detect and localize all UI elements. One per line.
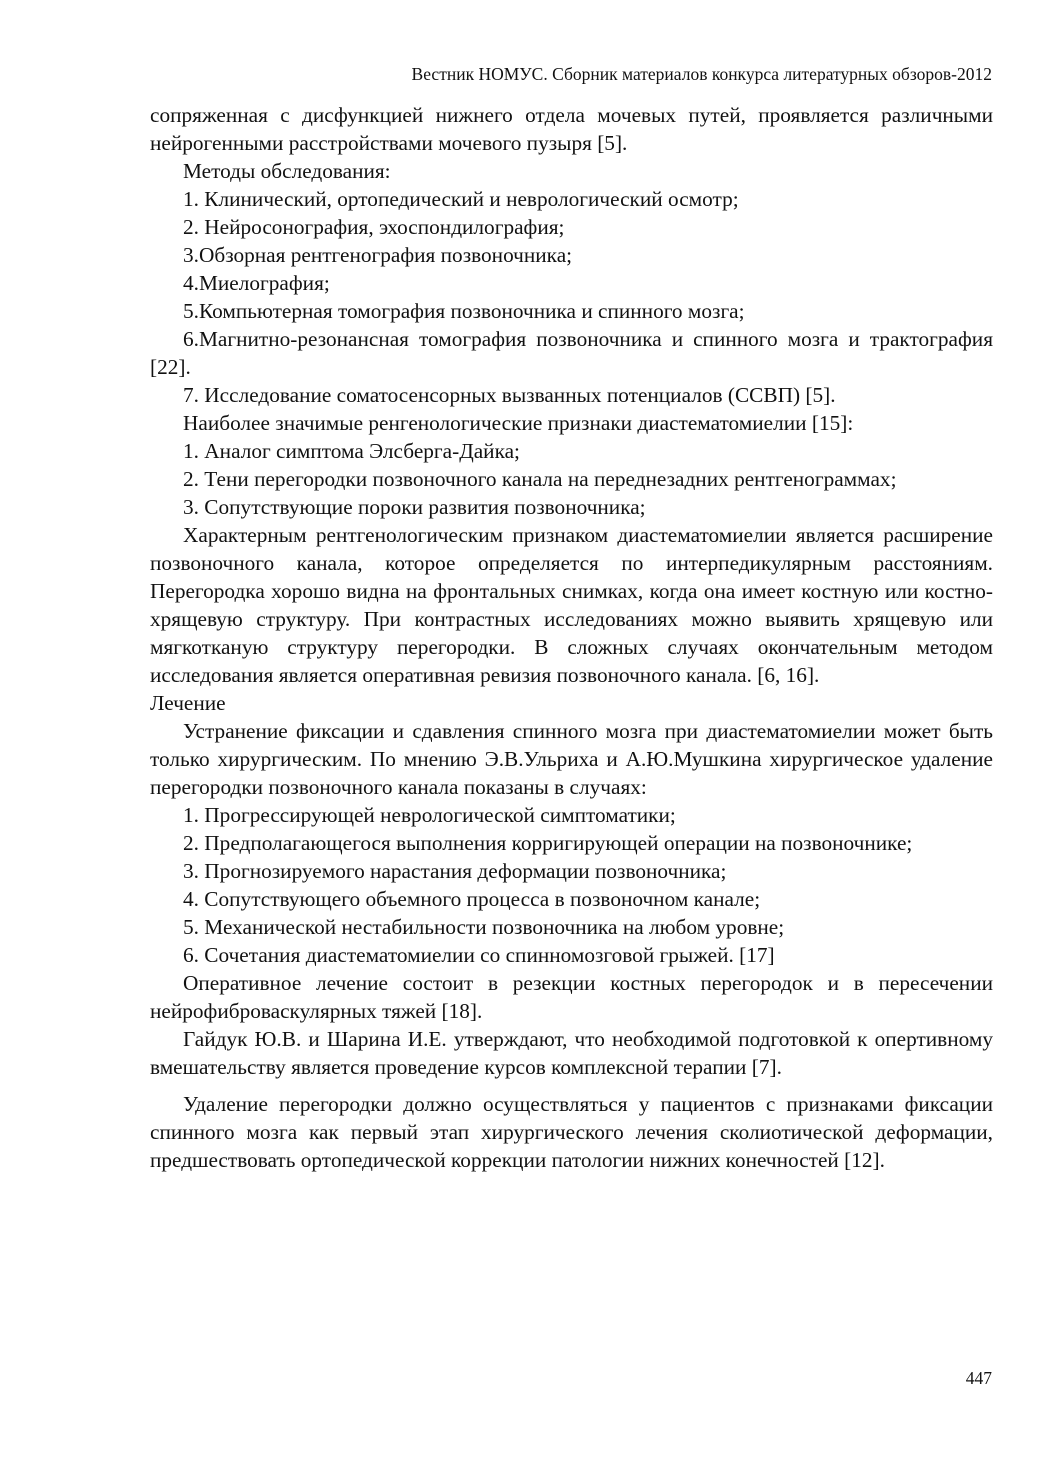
indications-list-item: 2. Предполагающегося выполнения корригирующей операции на позвоночнике; [183,831,913,855]
methods-heading: Методы обследования: [183,159,391,183]
signs-heading: Наиболее значимые ренгенологические признаки диастематомиелии [15]: [183,411,854,435]
methods-list-item: 3.Обзорная рентгенография позвоночника; [183,243,573,267]
methods-list-item: 7. Исследование соматосенсорных вызванных потенциалов (ССВП) [5]. [183,383,836,407]
page-number: 447 [965,1368,992,1388]
indications-list-item: 3. Прогнозируемого нарастания деформации позвоночника; [183,859,727,883]
paragraph-continuation: сопряженная с дисфункцией нижнего отдела мочевых путей, проявляется различными нейрогенными расстройствами мочевого пузыря [5]. [150,103,993,155]
signs-list-item: 2. Тени перегородки позвоночного канала на переднезадних рентгенограммах; [183,467,897,491]
indications-list-item: 5. Механической нестабильности позвоночника на любом уровне; [183,915,785,939]
methods-list-item: 2. Нейросонография, эхоспондилография; [183,215,565,239]
signs-list-item: 1. Аналог симптома Элсберга-Дайка; [183,439,520,463]
indications-list-item: 1. Прогрессирующей неврологической симптоматики; [183,803,676,827]
methods-list-item: 1. Клинический, ортопедический и неврологический осмотр; [183,187,739,211]
paragraph: Устранение фиксации и сдавления спинного мозга при диастематомиелии может быть только хирургическим. По мнению Э.В.Ульриха и А.Ю.Мушкина хирургическое удаление перегородки позвоночного канала показаны в случаях: [150,719,993,799]
signs-list-item: 3. Сопутствующие пороки развития позвоночника; [183,495,646,519]
paragraph: Оперативное лечение состоит в резекции костных перегородок и в пересечении нейрофиброваскулярных тяжей [18]. [150,971,993,1023]
paragraph: Удаление перегородки должно осуществляться у пациентов с признаками фиксации спинного мозга как первый этап хирургического лечения сколиотической деформации, предшествовать ортопедической коррекции патологии нижних конечностей [12]. [150,1092,993,1172]
paragraph: Гайдук Ю.В. и Шарина И.Е. утверждают, что необходимой подготовкой к опертивному вмешательству является проведение курсов комплексной терапии [7]. [150,1027,993,1079]
paragraph: Характерным рентгенологическим признаком диастематомиелии является расширение позвоночного канала, которое определяется по интерпедикулярным расстояниям. Перегородка хорошо видна на фронтальных снимках, когда она имеет костную или костно-хрящевую структуру. При контрастных исследованиях можно выявить хрящевую или мягкотканую структуру перегородки. В сложных случаях окончательным методом исследования является оперативная ревизия позвоночного канала. [6, 16]. [150,523,993,687]
body-text [150,101,993,1174]
methods-list-item: 6.Магнитно-резонансная томография позвоночника и спинного мозга и трактография [22]. [150,327,993,379]
methods-list-item: 4.Миелография; [183,271,330,295]
indications-list-item: 4. Сопутствующего объемного процесса в позвоночном канале; [183,887,761,911]
running-header: Вестник НОМУС. Сборник материалов конкурса литературных обзоров-2012 [411,64,992,84]
methods-list-item: 5.Компьютерная томография позвоночника и спинного мозга; [183,299,745,323]
indications-list-item: 6. Сочетания диастематомиелии со спинномозговой грыжей. [17] [183,943,775,967]
section-heading-treatment: Лечение [150,691,226,715]
